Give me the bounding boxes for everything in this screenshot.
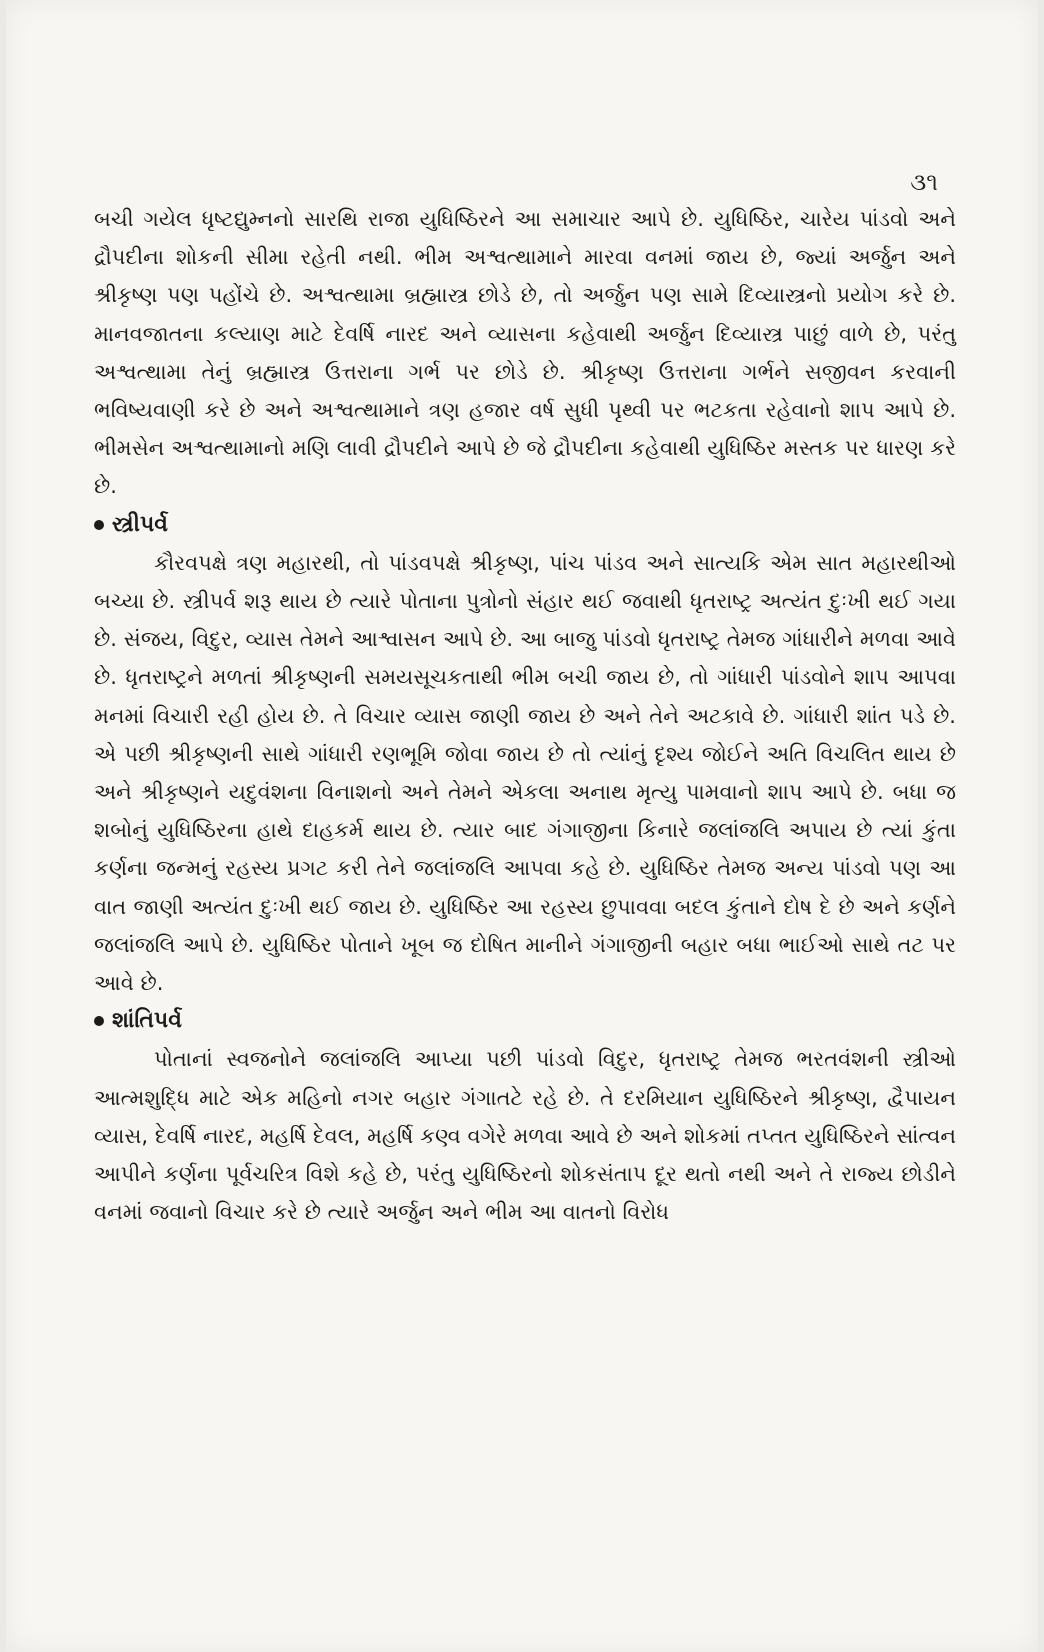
bullet-icon xyxy=(94,1016,104,1026)
section-shanti-parva xyxy=(94,1002,956,1231)
page-number: ૩૧ xyxy=(910,168,938,196)
section-body: પોતાનાં સ્વજનોને જલાંજલિ આપ્યા પછી પાંડવો વિદુર, ધૃતરાષ્ટ્ર તેમજ ભરતવંશની સ્ત્રીઓ આત્મશુદ્ધિ માટે એક મહિનો નગર બહાર ગંગાતટે રહે છે. તે દરમિયાન યુધિષ્ઠિરને શ્રીકૃષ્ણ, દ્વૈપાયન વ્યાસ, દેવર્ષિ નારદ, મહર્ષિ દેવલ, મહર્ષિ કણ્વ વગેરે મળવા આવે છે અને શોકમાં તપ્તત યુધિષ્ઠિરને સાંત્વન આપીને કર્ણના પૂર્વચરિત્ર વિશે કહે છે, પરંતુ યુધિષ્ઠિરનો શોકસંતાપ દૂર થતો નથી અને તે રાજ્ય છોડીને વનમાં જવાનો વિચાર કરે છે ત્યારે અર્જુન અને ભીમ આ વાતનો વિરોધ xyxy=(94,1047,956,1225)
book-page xyxy=(6,0,1038,1652)
intro-paragraph: બચી ગયેલ ધૃષ્ટદ્યુમ્નનો સારથિ રાજા યુધિષ્ઠિરને આ સમાચાર આપે છે. યુધિષ્ઠિર, ચારેય પાંડવો અને દ્રૌપદીના શોકની સીમા રહેતી નથી. ભીમ અશ્વત્થામાને મારવા વનમાં જાય છે, જ્યાં અર્જુન અને શ્રીકૃષ્ણ પણ પહોંચે છે. અશ્વત્થામા બ્રહ્માસ્ત્ર છોડે છે, તો અર્જુન પણ સામે દિવ્યાસ્ત્રનો પ્રયોગ કરે છે. માનવજાતના કલ્યાણ માટે દેવર્ષિ નારદ અને વ્યાસના કહેવાથી અર્જુન દિવ્યાસ્ત્ર પાછું વાળે છે, પરંતુ અશ્વત્થામા તેનું બ્રહ્માસ્ત્ર ઉત્તરાના ગર્ભ પર છોડે છે. શ્રીકૃષ્ણ ઉત્તરાના ગર્ભને સજીવન કરવાની ભવિષ્યવાણી કરે છે અને અશ્વત્થામાને ત્રણ હજાર વર્ષ સુધી પૃથ્વી પર ભટકતા રહેવાનો શાપ આપે છે. ભીમસેન અશ્વત્થામાનો મણિ લાવી દ્રૌપદીને આપે છે જે દ્રૌપદીના કહેવાથી યુધિષ્ઠિર મસ્તક પર ધારણ કરે છે. xyxy=(94,207,956,499)
section-heading-text: સ્ત્રીપર્વ xyxy=(112,511,168,537)
section-body: કૌરવપક્ષે ત્રણ મહારથી, તો પાંડવપક્ષે શ્રીકૃષ્ણ, પાંચ પાંડવ અને સાત્યકિ એમ સાત મહારથીઓ બચ્યા છે. સ્ત્રીપર્વ શરૂ થાય છે ત્યારે પોતાના પુત્રોનો સંહાર થઈ જવાથી ધૃતરાષ્ટ્ર અત્યંત દુઃખી થઈ ગયા છે. સંજય, વિદુર, વ્યાસ તેમને આશ્વાસન આપે છે. આ બાજુ પાંડવો ધૃતરાષ્ટ્ર તેમજ ગાંધારીને મળવા આવે છે. ધૃતરાષ્ટ્રને મળતાં શ્રીકૃષ્ણની સમયસૂચકતાથી ભીમ બચી જાય છે, તો ગાંધારી પાંડવોને શાપ આપવા મનમાં વિચારી રહી હોય છે. તે વિચાર વ્યાસ જાણી જાય છે અને તેને અટકાવે છે. ગાંધારી શાંત પડે છે. એ પછી શ્રીકૃષ્ણની સાથે ગાંધારી રણભૂમિ જોવા જાય છે તો ત્યાંનું દૃશ્ય જોઈને અતિ વિચલિત થાય છે અને શ્રીકૃષ્ણને યદુવંશના વિનાશનો અને તેમને એકલા અનાથ મૃત્યુ પામવાનો શાપ આપે છે. બધા જ શબોનું યુધિષ્ઠિરના હાથે દાહકર્મ થાય છે. ત્યાર બાદ ગંગાજીના કિનારે જલાંજલિ અપાય છે ત્યાં કુંતા કર્ણના જન્મનું રહસ્ય પ્રગટ કરી તેને જલાંજલિ આપવા કહે છે. યુધિષ્ઠિર તેમજ અન્ય પાંડવો પણ આ વાત જાણી અત્યંત દુઃખી થઈ જાય છે. યુધિષ્ઠિર આ રહસ્ય છુપાવવા બદલ કુંતાને દોષ દે છે અને કર્ણને જલાંજલિ આપે છે. યુધિષ્ઠિર પોતાને ખૂબ જ દોષિત માનીને ગંગાજીની બહાર બધા ભાઈઓ સાથે તટ પર આવે છે. xyxy=(94,550,956,996)
section-heading xyxy=(94,1002,956,1040)
page-content xyxy=(94,200,956,1231)
bullet-icon xyxy=(94,520,104,530)
section-heading-text: શાંતિપર્વ xyxy=(112,1008,182,1034)
section-stree-parva xyxy=(94,506,956,1003)
section-heading xyxy=(94,506,956,544)
